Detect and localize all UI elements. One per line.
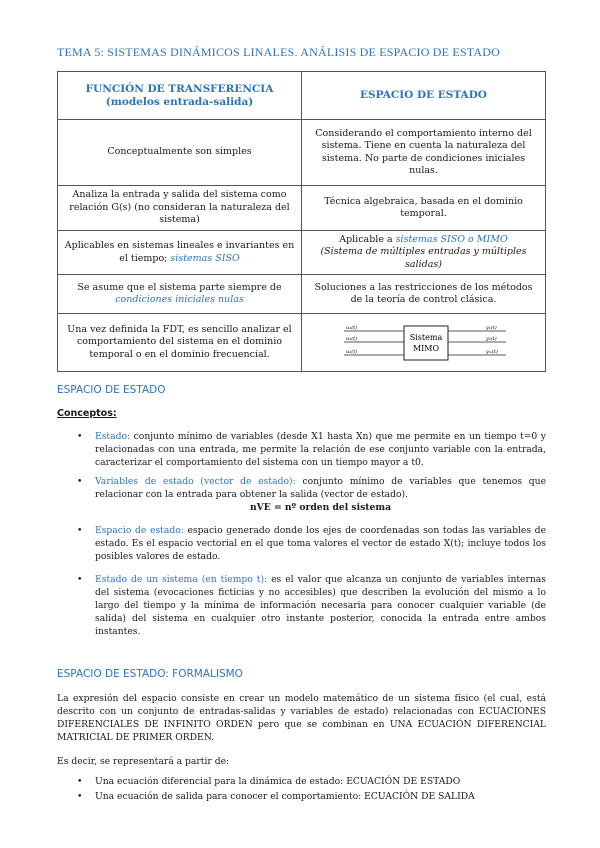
table-row xyxy=(58,231,546,275)
list-item xyxy=(57,790,546,803)
cell-note: (Sistema de múltiples entradas y múltiples salidas) xyxy=(320,246,527,270)
list-item xyxy=(57,475,546,514)
formula: nVE = nº orden del sistema xyxy=(249,502,392,513)
cell-text: Se asume que el sistema parte siempre de xyxy=(77,281,282,293)
table-cell: Analiza la entrada y salida del sistema como relación G(s) (no consideran la naturaleza del sistema) xyxy=(58,186,302,231)
list-item xyxy=(57,524,546,563)
formalism-paragraph: La expresión del espacio consiste en crear un modelo matemático de un sistema físico (el cual, está descrito con un conjunto de entradas-salidas y variables de estado) relacionadas con ECUACIONES DIFERENCIALES DE INFINITO ORDEN pero que se combinan en UNA ECUACIÓN DIFERENCIAL MATRICIAL DE PRIMER ORDEN. xyxy=(57,693,546,743)
bullet-icon: • xyxy=(77,431,83,442)
header-left-line2: (modelos entrada-salida) xyxy=(105,95,254,108)
table-row xyxy=(58,186,546,231)
table-row xyxy=(58,275,546,314)
term-label: Estado de un sistema (en tiempo t): xyxy=(95,574,268,585)
term-label: Variables de estado (vector de estado): xyxy=(95,476,296,487)
bullet-icon: • xyxy=(77,791,83,802)
header-transfer-function xyxy=(58,72,302,120)
mimo-label-2: MIMO xyxy=(412,343,440,353)
input-label: u₂(t) xyxy=(346,335,358,342)
list-item-text: Una ecuación diferencial para la dinámica de estado: ECUACIÓN DE ESTADO xyxy=(95,776,461,787)
output-label: y₂(t) xyxy=(486,335,497,342)
term-text: conjunto mínimo de variables que tenemos que relacionar con la entrada para obtener la salida (vector de estado). xyxy=(95,476,547,500)
output-label: yₘ(t) xyxy=(486,348,498,355)
list-item xyxy=(57,573,546,638)
table-header-row xyxy=(58,72,546,120)
mimo-diagram-cell xyxy=(302,314,546,372)
cell-highlight: condiciones iniciales nulas xyxy=(115,294,244,305)
bullet-icon: • xyxy=(77,574,83,585)
term-text: es el valor que alcanza un conjunto de variables internas del sistema (evocaciones ficticias y no accesibles) que describen la evolución del mismo a lo largo del tiempo y la mínima de información necesaria para conocer cualquier variable (de salida) del sistema en cualquier otro instante posterior, conocida la entrada entre ambos instantes. xyxy=(95,574,546,637)
table-cell xyxy=(302,231,546,275)
bullet-icon: • xyxy=(77,776,83,787)
term-text: espacio generado donde los ejes de coordenadas son todas las variables de estado. Es el espacio vectorial en el que toma valores el vector de estado X(t); incluye todos los posibles valores de estado. xyxy=(95,525,547,562)
table-cell: Considerando el comportamiento interno del sistema. Tiene en cuenta la naturaleza del sistema. No parte de condiciones iniciales nulas. xyxy=(302,120,546,186)
mimo-block xyxy=(404,326,448,360)
term-label: Espacio de estado: xyxy=(95,525,184,536)
table-row xyxy=(58,314,546,372)
table-row xyxy=(58,120,546,186)
list-item-text: Una ecuación de salida para conocer el comportamiento: ECUACIÓN DE SALIDA xyxy=(95,791,475,802)
page-title: TEMA 5: SISTEMAS DINÁMICOS LINALES. ANÁLISIS DE ESPACIO DE ESTADO xyxy=(57,45,500,59)
section-heading-state-space: ESPACIO DE ESTADO xyxy=(57,384,166,396)
input-label: uₙ(t) xyxy=(346,348,358,355)
subheading-concepts: Conceptos: xyxy=(57,408,117,419)
bullet-icon: • xyxy=(77,476,83,487)
header-left-line1: FUNCIÓN DE TRANSFERENCIA xyxy=(85,82,274,95)
cell-text: Aplicables en sistemas lineales e invariantes en el tiempo; xyxy=(64,240,295,264)
output-label: y₁(t) xyxy=(486,324,497,331)
bullet-icon: • xyxy=(77,525,83,536)
cell-text: Aplicable a xyxy=(339,233,393,245)
formalism-intro: Es decir, se representará a partir de: xyxy=(57,756,230,767)
table-cell: Conceptualmente son simples xyxy=(58,120,302,186)
section-heading-formalism: ESPACIO DE ESTADO: FORMALISMO xyxy=(57,668,243,680)
equations-list xyxy=(57,775,546,803)
mimo-diagram xyxy=(336,320,511,366)
term-label: Estado: xyxy=(95,431,131,442)
table-cell xyxy=(58,231,302,275)
table-cell: Soluciones a las restricciones de los métodos de la teoría de control clásica. xyxy=(302,275,546,314)
list-item xyxy=(57,775,546,788)
table-cell xyxy=(58,275,302,314)
cell-highlight: sistemas SISO o MIMO xyxy=(395,233,508,245)
input-label: u₁(t) xyxy=(346,324,358,331)
mimo-label-1: Sistema xyxy=(409,332,443,342)
table-cell: Técnica algebraica, basada en el dominio temporal. xyxy=(302,186,546,231)
concepts-list xyxy=(57,430,546,638)
comparison-table xyxy=(57,71,546,372)
list-item xyxy=(57,430,546,469)
cell-highlight: sistemas SISO xyxy=(170,252,240,264)
term-text: conjunto mínimo de variables (desde X1 hasta Xn) que me permite en un tiempo t=0 y relacionadas con una entrada, me permite la relación de ese conjunto variable con la entrada, caracterizar el comportamiento del sistema con un tiempo mayor a t0. xyxy=(95,431,547,468)
table-cell: Una vez definida la FDT, es sencillo analizar el comportamiento del sistema en el dominio temporal o en el dominio frecuencial. xyxy=(58,314,302,372)
header-state-space: ESPACIO DE ESTADO xyxy=(302,72,546,120)
